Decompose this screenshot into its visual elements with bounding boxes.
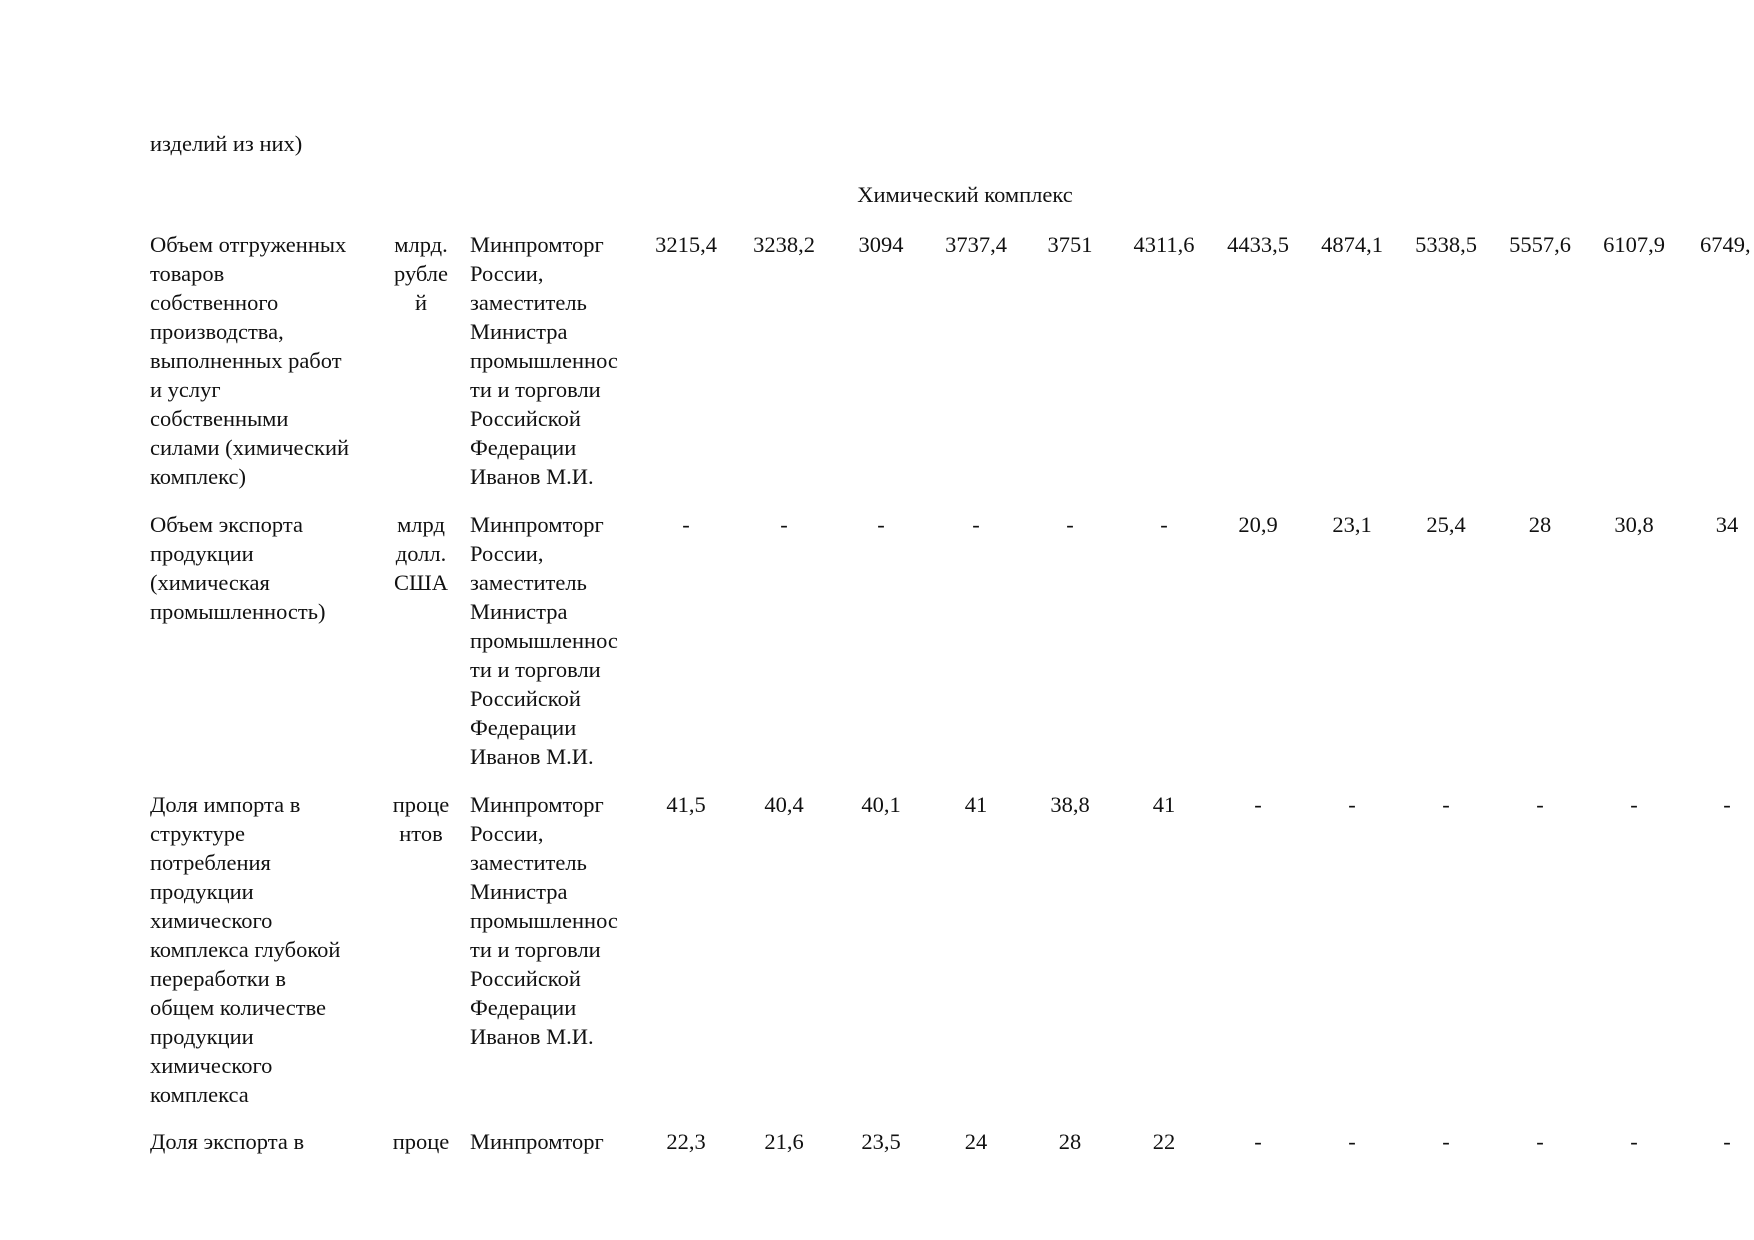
value-cell: - bbox=[1630, 1129, 1638, 1154]
value-cell: 23,1 bbox=[1332, 512, 1372, 537]
value-cell: - bbox=[972, 512, 980, 537]
value-cell: 22 bbox=[1152, 1129, 1176, 1154]
value-cell: - bbox=[1348, 1129, 1356, 1154]
value-cell: 3238,2 bbox=[753, 232, 815, 257]
value-cell: 5338,5 bbox=[1415, 232, 1477, 257]
value-cell: 28 bbox=[1528, 512, 1552, 537]
indicator-responsible: Минпромторг bbox=[470, 1129, 604, 1154]
value-cell: - bbox=[1066, 512, 1074, 537]
value-cell: 20,9 bbox=[1238, 512, 1278, 537]
value-cell: - bbox=[1254, 792, 1262, 817]
value-cell: - bbox=[1160, 512, 1168, 537]
value-cell: 6107,9 bbox=[1603, 232, 1665, 257]
value-cell: 3751 bbox=[1047, 232, 1093, 257]
value-cell: 38,8 bbox=[1050, 792, 1090, 817]
value-cell: 41 bbox=[964, 792, 988, 817]
value-cell: - bbox=[1723, 1129, 1731, 1154]
value-cell: 22,3 bbox=[666, 1129, 706, 1154]
value-cell: 4433,5 bbox=[1227, 232, 1289, 257]
value-cell: 24 bbox=[964, 1129, 988, 1154]
value-cell: 4874,1 bbox=[1321, 232, 1383, 257]
value-cell: - bbox=[1348, 792, 1356, 817]
indicator-name: Доля экспорта в bbox=[150, 1129, 305, 1154]
indicator-responsible: Минпромторг России, заместитель Министра промышленнос ти и торговли Российской Федерации Иванов М.И. bbox=[470, 512, 618, 769]
value-cell: 41 bbox=[1152, 792, 1176, 817]
indicator-name: Доля импорта в структуре потребления продукции химического комплекса глубокой переработки в общем количестве продукции химического комплекса bbox=[150, 792, 341, 1107]
value-cell: 28 bbox=[1058, 1129, 1082, 1154]
indicator-responsible: Минпромторг России, заместитель Министра промышленнос ти и торговли Российской Федерации Иванов М.И. bbox=[470, 792, 618, 1049]
value-cell: - bbox=[682, 512, 690, 537]
indicator-unit: проце нтов bbox=[392, 792, 450, 846]
value-cell: - bbox=[1536, 1129, 1544, 1154]
value-cell: 3094 bbox=[858, 232, 904, 257]
value-cell: 3215,4 bbox=[655, 232, 717, 257]
value-cell: - bbox=[877, 512, 885, 537]
continuation-text: изделий из них) bbox=[150, 131, 303, 156]
indicator-unit: млрд. рубле й bbox=[393, 232, 448, 315]
value-cell: - bbox=[1254, 1129, 1262, 1154]
value-cell: - bbox=[1536, 792, 1544, 817]
value-cell: - bbox=[1630, 792, 1638, 817]
value-cell: 5557,6 bbox=[1509, 232, 1571, 257]
value-cell: 30,8 bbox=[1614, 512, 1654, 537]
value-cell: 3737,4 bbox=[945, 232, 1007, 257]
indicator-name: Объем экспорта продукции (химическая промышленность) bbox=[150, 512, 326, 624]
value-cell: 23,5 bbox=[861, 1129, 901, 1154]
value-cell: 40,4 bbox=[764, 792, 804, 817]
value-cell: 4311,6 bbox=[1133, 232, 1195, 257]
indicator-responsible: Минпромторг России, заместитель Министра промышленнос ти и торговли Российской Федерации Иванов М.И. bbox=[470, 232, 618, 489]
indicator-unit: млрд долл. США bbox=[394, 512, 448, 595]
value-cell: 40,1 bbox=[861, 792, 901, 817]
value-cell: 41,5 bbox=[666, 792, 706, 817]
indicator-name: Объем отгруженных товаров собственного производства, выполненных работ и услуг собственными силами (химический комплекс) bbox=[150, 232, 350, 489]
value-cell: 21,6 bbox=[764, 1129, 804, 1154]
value-cell: 25,4 bbox=[1426, 512, 1466, 537]
indicator-unit: проце bbox=[392, 1129, 450, 1154]
section-title: Химический комплекс bbox=[857, 182, 1073, 207]
value-cell: 34 bbox=[1715, 512, 1739, 537]
value-cell: 6749, bbox=[1700, 232, 1751, 257]
value-cell: - bbox=[1723, 792, 1731, 817]
value-cell: - bbox=[780, 512, 788, 537]
value-cell: - bbox=[1442, 1129, 1450, 1154]
value-cell: - bbox=[1442, 792, 1450, 817]
